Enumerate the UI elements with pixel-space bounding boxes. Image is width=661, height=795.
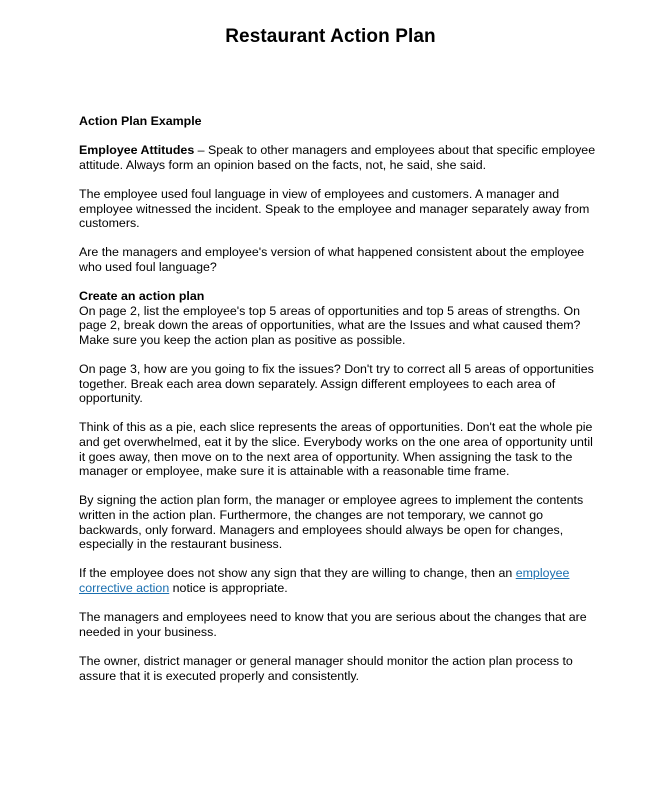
paragraph-foul-language: The employee used foul language in view of employees and customers. A manager and employee witnessed the incident. Speak to the employee and manager separately away from customers. — [79, 186, 590, 231]
paragraph-monitor: The owner, district manager or general manager should monitor the action plan process to assure that it is executed properly and consistently. — [79, 653, 573, 683]
document-body — [79, 114, 599, 698]
paragraph-employee-attitudes — [79, 143, 599, 172]
paragraph-pie: Think of this as a pie, each slice represents the areas of opportunities. Don't eat the whole pie and get overwhelmed, eat it by the slice. Everybody works on the one area of opportunity until it goes away, then move on to the next area of opportunity. When assigning the task to the manager or employee, make sure it is attainable with a reasonable time frame. — [79, 420, 593, 479]
paragraph-page-2: On page 2, list the employee's top 5 areas of opportunities and top 5 areas of strengths. On page 2, break down the areas of opportunities, what are the Issues and what caused them? Make sure you keep the action plan as positive as possible. — [79, 303, 581, 347]
document-title: Restaurant Action Plan — [225, 26, 436, 47]
section-heading: Action Plan Example — [79, 114, 202, 128]
paragraph-signing: By signing the action plan form, the manager or employee agrees to implement the contents written in the action plan. Furthermore, the changes are not temporary, we cannot go backwards, only forward. Managers and employees should always be open for changes, especially in the restaurant business. — [79, 493, 584, 552]
paragraph-corrective-action — [79, 566, 599, 595]
paragraph-page-3: On page 3, how are you going to fix the issues? Don't try to correct all 5 areas of opportunities together. Break each area down separately. Assign different employees to each area of opportunity. — [79, 362, 594, 406]
paragraph-version-consistency: Are the managers and employee's version of what happened consistent about the employee who used foul language? — [79, 245, 585, 274]
corrective-after: notice is appropriate. — [169, 581, 288, 595]
employee-attitudes-text: – Speak to other managers and employees about that specific employee attitude. Always form an opinion based on the facts, not, he said, she said. — [79, 143, 596, 172]
employee-corrective-action-link[interactable]: employee corrective action — [79, 566, 570, 595]
corrective-before: If the employee does not show any sign that they are willing to change, then an — [79, 566, 516, 581]
subheading-create-action-plan: Create an action plan — [79, 289, 205, 304]
paragraph-serious-changes: The managers and employees need to know that you are serious about the changes that are needed in your business. — [79, 610, 587, 639]
employee-attitudes-lead: Employee Attitudes — [79, 143, 195, 158]
